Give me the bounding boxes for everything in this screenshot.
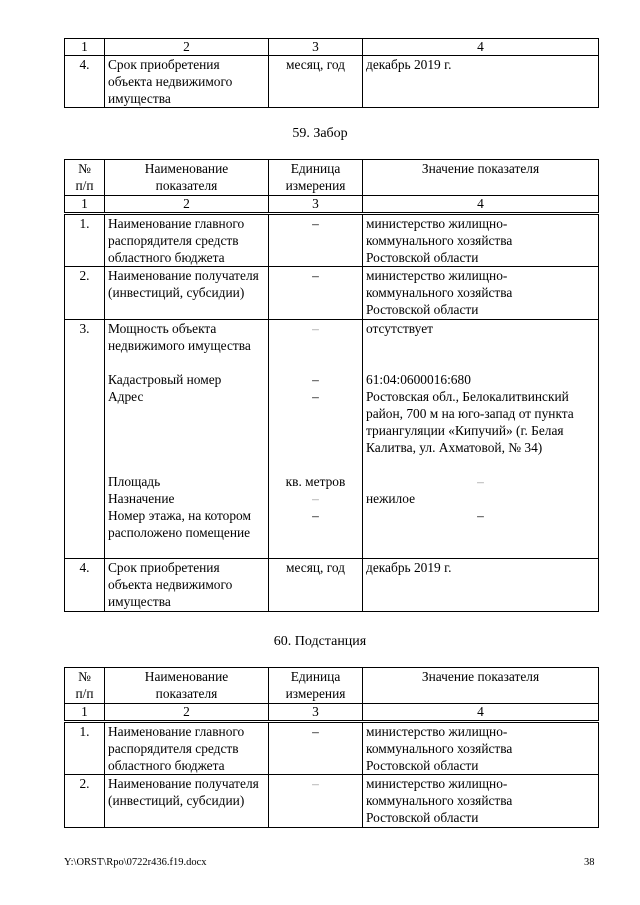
- row-name: Наименование получателя (инвестиций, субсидии): [105, 267, 269, 320]
- col-number: 2: [105, 196, 269, 214]
- row-unit: –: [312, 508, 319, 523]
- row-value: –: [477, 474, 484, 489]
- row-value: декабрь 2019 г.: [363, 56, 599, 108]
- row-value: министерство жилищно- коммунального хозяйства Ростовской области: [363, 267, 599, 320]
- row-value: Ростовская обл., Белокалитвинский район, 700 м на юго-запад от пункта триангуляции «Кипучий» (г. Белая Калитва, ул. Ахматовой, № 34): [366, 389, 574, 455]
- table-section-60: [64, 667, 599, 828]
- row-number: 2.: [65, 267, 105, 320]
- column-number-row: [65, 39, 599, 56]
- col-number: 3: [269, 196, 363, 214]
- row-value: министерство жилищно- коммунального хозяйства Ростовской области: [363, 722, 599, 775]
- row-value: министерство жилищно- коммунального хозяйства Ростовской области: [363, 214, 599, 267]
- row-value: отсутствует: [366, 321, 433, 336]
- header-num: № п/п: [65, 668, 105, 704]
- col-number: 3: [269, 704, 363, 722]
- col-number: 2: [105, 39, 269, 56]
- header-row: [65, 668, 599, 704]
- row-name: Срок приобретения объекта недвижимого имущества: [105, 56, 269, 108]
- table-row: [65, 722, 599, 775]
- row-name: Наименование главного распорядителя средств областного бюджета: [105, 214, 269, 267]
- row-unit: –: [269, 267, 363, 320]
- column-number-row: [65, 196, 599, 214]
- table-row: [65, 214, 599, 267]
- table-row: [65, 56, 599, 108]
- col-number: 4: [363, 196, 599, 214]
- row-name: Номер этажа, на котором расположено помещение: [108, 508, 251, 540]
- row-unit: –: [269, 722, 363, 775]
- row-name: Площадь: [108, 474, 161, 489]
- column-number-row: [65, 704, 599, 722]
- row-value: декабрь 2019 г.: [363, 559, 599, 612]
- header-value: Значение показателя: [363, 668, 599, 704]
- table-row: [65, 559, 599, 612]
- row-name-stack: [105, 320, 269, 559]
- row-name: Мощность объекта недвижимого имущества: [108, 321, 251, 353]
- table-continuation: [64, 38, 599, 108]
- table-row: [65, 267, 599, 320]
- row-value: нежилое: [366, 491, 416, 506]
- row-name: Адрес: [108, 389, 144, 404]
- footer-page-number: 38: [584, 857, 595, 868]
- row-number: 4.: [65, 56, 105, 108]
- row-unit: кв. метров: [285, 474, 346, 489]
- table-row: [65, 775, 599, 828]
- col-number: 2: [105, 704, 269, 722]
- section-title-59: 59. Забор: [292, 126, 348, 141]
- row-unit: –: [269, 214, 363, 267]
- row-unit: месяц, год: [269, 559, 363, 612]
- row-value-stack: [363, 320, 599, 559]
- row-name: Срок приобретения объекта недвижимого имущества: [105, 559, 269, 612]
- col-number: 1: [65, 39, 105, 56]
- footer-file-path: Y:\ORST\Rpo\0722r436.f19.docx: [64, 857, 207, 868]
- row-unit: –: [312, 321, 319, 336]
- table-row: [65, 320, 599, 559]
- row-number: 1.: [65, 214, 105, 267]
- row-name: Назначение: [108, 491, 175, 506]
- row-number: 3.: [65, 320, 105, 559]
- row-number: 2.: [65, 775, 105, 828]
- row-name: Наименование главного распорядителя средств областного бюджета: [105, 722, 269, 775]
- row-number: 1.: [65, 722, 105, 775]
- header-row: [65, 160, 599, 196]
- col-number: 3: [269, 39, 363, 56]
- col-number: 4: [363, 704, 599, 722]
- row-value: министерство жилищно- коммунального хозяйства Ростовской области: [363, 775, 599, 828]
- header-name: Наименование показателя: [105, 160, 269, 196]
- header-unit: Единица измерения: [269, 160, 363, 196]
- col-number: 4: [363, 39, 599, 56]
- row-unit-stack: [269, 320, 363, 559]
- col-number: 1: [65, 704, 105, 722]
- row-name: Наименование получателя (инвестиций, субсидии): [105, 775, 269, 828]
- row-unit: –: [312, 389, 319, 404]
- row-name: Кадастровый номер: [108, 372, 222, 387]
- header-value: Значение показателя: [363, 160, 599, 196]
- header-num: № п/п: [65, 160, 105, 196]
- row-unit: –: [312, 491, 319, 506]
- row-unit: месяц, год: [269, 56, 363, 108]
- row-value: –: [477, 508, 484, 523]
- row-unit: –: [269, 775, 363, 828]
- table-section-59: [64, 159, 599, 612]
- row-unit: –: [312, 372, 319, 387]
- row-number: 4.: [65, 559, 105, 612]
- header-name: Наименование показателя: [105, 668, 269, 704]
- col-number: 1: [65, 196, 105, 214]
- header-unit: Единица измерения: [269, 668, 363, 704]
- section-title-60: 60. Подстанция: [273, 634, 367, 649]
- row-value: 61:04:0600016:680: [366, 372, 471, 387]
